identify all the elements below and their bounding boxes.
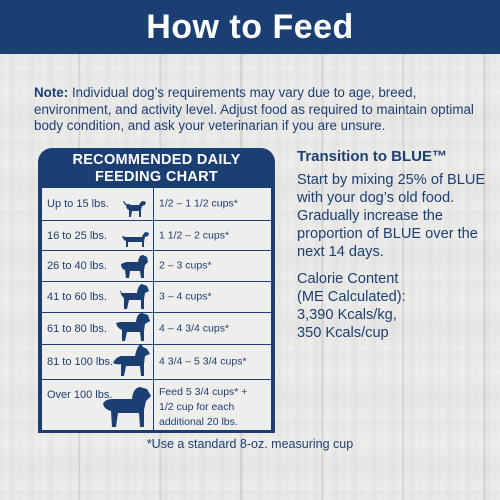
amount-cell [159, 251, 269, 281]
transition-panel [297, 148, 487, 342]
amount-label: 4 3/4 – 5 3/4 cups* [159, 355, 247, 368]
weight-cell [42, 251, 154, 281]
calorie-content: Calorie Content (ME Calculated): 3,390 Kcals/kg, 350 Kcals/cup [297, 271, 406, 341]
weight-label: 41 to 60 lbs. [47, 291, 107, 303]
weight-label: 81 to 100 lbs. [47, 356, 114, 368]
weight-cell [42, 313, 154, 344]
table-row [42, 345, 271, 380]
weight-label: 61 to 80 lbs. [47, 322, 107, 335]
table-row [42, 313, 271, 345]
note-text: Individual dog’s requirements may vary due to age, breed, environment, and activity level. Adjust food as required to maintain optimal body condition, and ask your veterinarian if you are unsure. [34, 85, 474, 133]
amount-label: 1/2 – 1 1/2 cups* [159, 197, 238, 210]
weight-label: Up to 15 lbs. [47, 198, 109, 210]
amount-label: 3 – 4 cups* [159, 290, 212, 303]
table-row [42, 380, 271, 430]
table-row [42, 282, 271, 313]
mastiff-icon [100, 384, 154, 428]
feeding-chart [38, 148, 275, 433]
rottweiler-icon [114, 310, 152, 342]
small-dog-icon [122, 196, 148, 218]
chart-title [38, 152, 275, 186]
shepherd-icon [112, 343, 152, 377]
weight-label: 26 to 40 lbs. [47, 260, 107, 272]
footnote: *Use a standard 8-oz. measuring cup [146, 437, 354, 451]
amount-label: 2 – 3 cups* [159, 259, 212, 272]
amount-label: Feed 5 3/4 cups* + 1/2 cup for each additional 20 lbs. [159, 386, 248, 428]
amount-cell [159, 188, 269, 220]
amount-cell [159, 345, 269, 379]
chart-grid [42, 188, 271, 430]
amount-cell [159, 282, 269, 312]
chart-title-line2: FEEDING CHART [94, 169, 219, 185]
page-title: How to Feed [146, 7, 354, 46]
weight-label: Over 100 lbs. [47, 389, 113, 401]
table-row [42, 221, 271, 251]
table-row [42, 188, 271, 221]
transition-title: Transition to BLUE™ [297, 148, 447, 165]
amount-cell [159, 380, 269, 430]
header-banner [0, 0, 500, 54]
weight-cell [42, 380, 154, 430]
amount-label: 1 1/2 – 2 cups* [159, 229, 230, 241]
dachshund-icon [120, 228, 150, 248]
weight-cell [42, 345, 154, 379]
transition-body: Start by mixing 25% of BLUE with your dog’s old food. Gradually increase the proportion of BLUE over the next 14 days. [297, 172, 486, 260]
amount-cell [159, 221, 269, 250]
weight-cell [42, 188, 154, 220]
amount-label: 4 – 4 3/4 cups* [159, 322, 230, 334]
bulldog-icon [118, 252, 150, 279]
boxer-icon [117, 282, 151, 310]
note-paragraph [34, 85, 474, 135]
note-label: Note: [34, 85, 69, 100]
weight-cell [42, 282, 154, 312]
table-row [42, 251, 271, 282]
amount-cell [159, 313, 269, 344]
chart-title-line1: RECOMMENDED DAILY [72, 152, 241, 168]
weight-label: 16 to 25 lbs. [47, 229, 107, 242]
weight-cell [42, 221, 154, 250]
